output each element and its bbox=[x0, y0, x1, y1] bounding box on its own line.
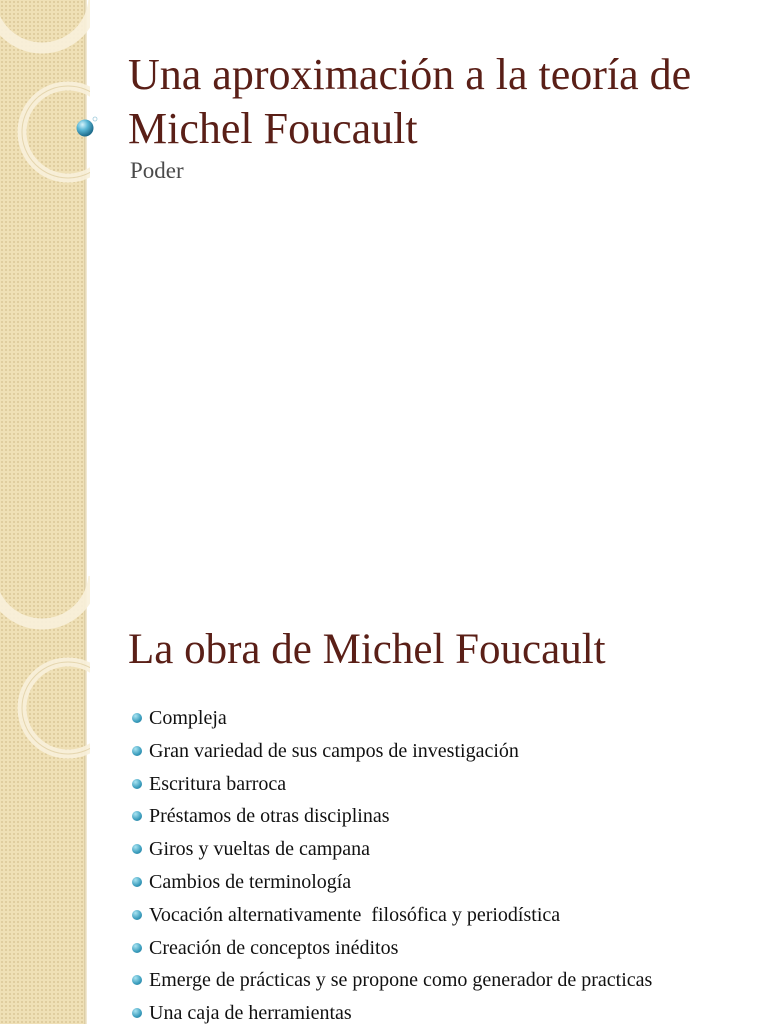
bullet-dot-icon bbox=[132, 1008, 142, 1018]
bullet-dot-icon bbox=[132, 877, 142, 887]
bullet-dot-icon bbox=[132, 975, 142, 985]
bullet-dot-icon bbox=[132, 746, 142, 756]
bullet-item: Creación de conceptos inéditos bbox=[132, 933, 762, 966]
bullet-item: Una caja de herramientas bbox=[132, 998, 762, 1024]
bullet-item: Cambios de terminología bbox=[132, 867, 762, 900]
slide-1-title: Una aproximación a la teoría de Michel Foucault bbox=[128, 50, 692, 153]
bullet-item: Préstamos de otras disciplinas bbox=[132, 801, 762, 834]
bullet-item: Giros y vueltas de campana bbox=[132, 834, 762, 867]
bullet-item: Compleja bbox=[132, 703, 762, 736]
bullet-list bbox=[132, 703, 762, 1024]
slide-2 bbox=[0, 576, 768, 1024]
bullet-dot-icon bbox=[132, 943, 142, 953]
bullet-item: Escritura barroca bbox=[132, 769, 762, 802]
slide-2-title: La obra de Michel Foucault bbox=[128, 626, 606, 673]
slide-1-subtitle: Poder bbox=[130, 158, 184, 183]
bullet-item: Emerge de prácticas y se propone como generador de practicas bbox=[132, 965, 762, 998]
bullet-dot-icon bbox=[132, 910, 142, 920]
bullet-dot-icon bbox=[132, 779, 142, 789]
decorative-rings bbox=[0, 0, 90, 576]
bullet-dot-icon bbox=[132, 713, 142, 723]
blue-orb-icon bbox=[76, 116, 98, 138]
bullet-dot-icon bbox=[132, 844, 142, 854]
bullet-item: Gran variedad de sus campos de investigación bbox=[132, 736, 762, 769]
decorative-rings bbox=[0, 576, 90, 1024]
bullet-dot-icon bbox=[132, 811, 142, 821]
bullet-item: Vocación alternativamente filosófica y periodística bbox=[132, 900, 762, 933]
